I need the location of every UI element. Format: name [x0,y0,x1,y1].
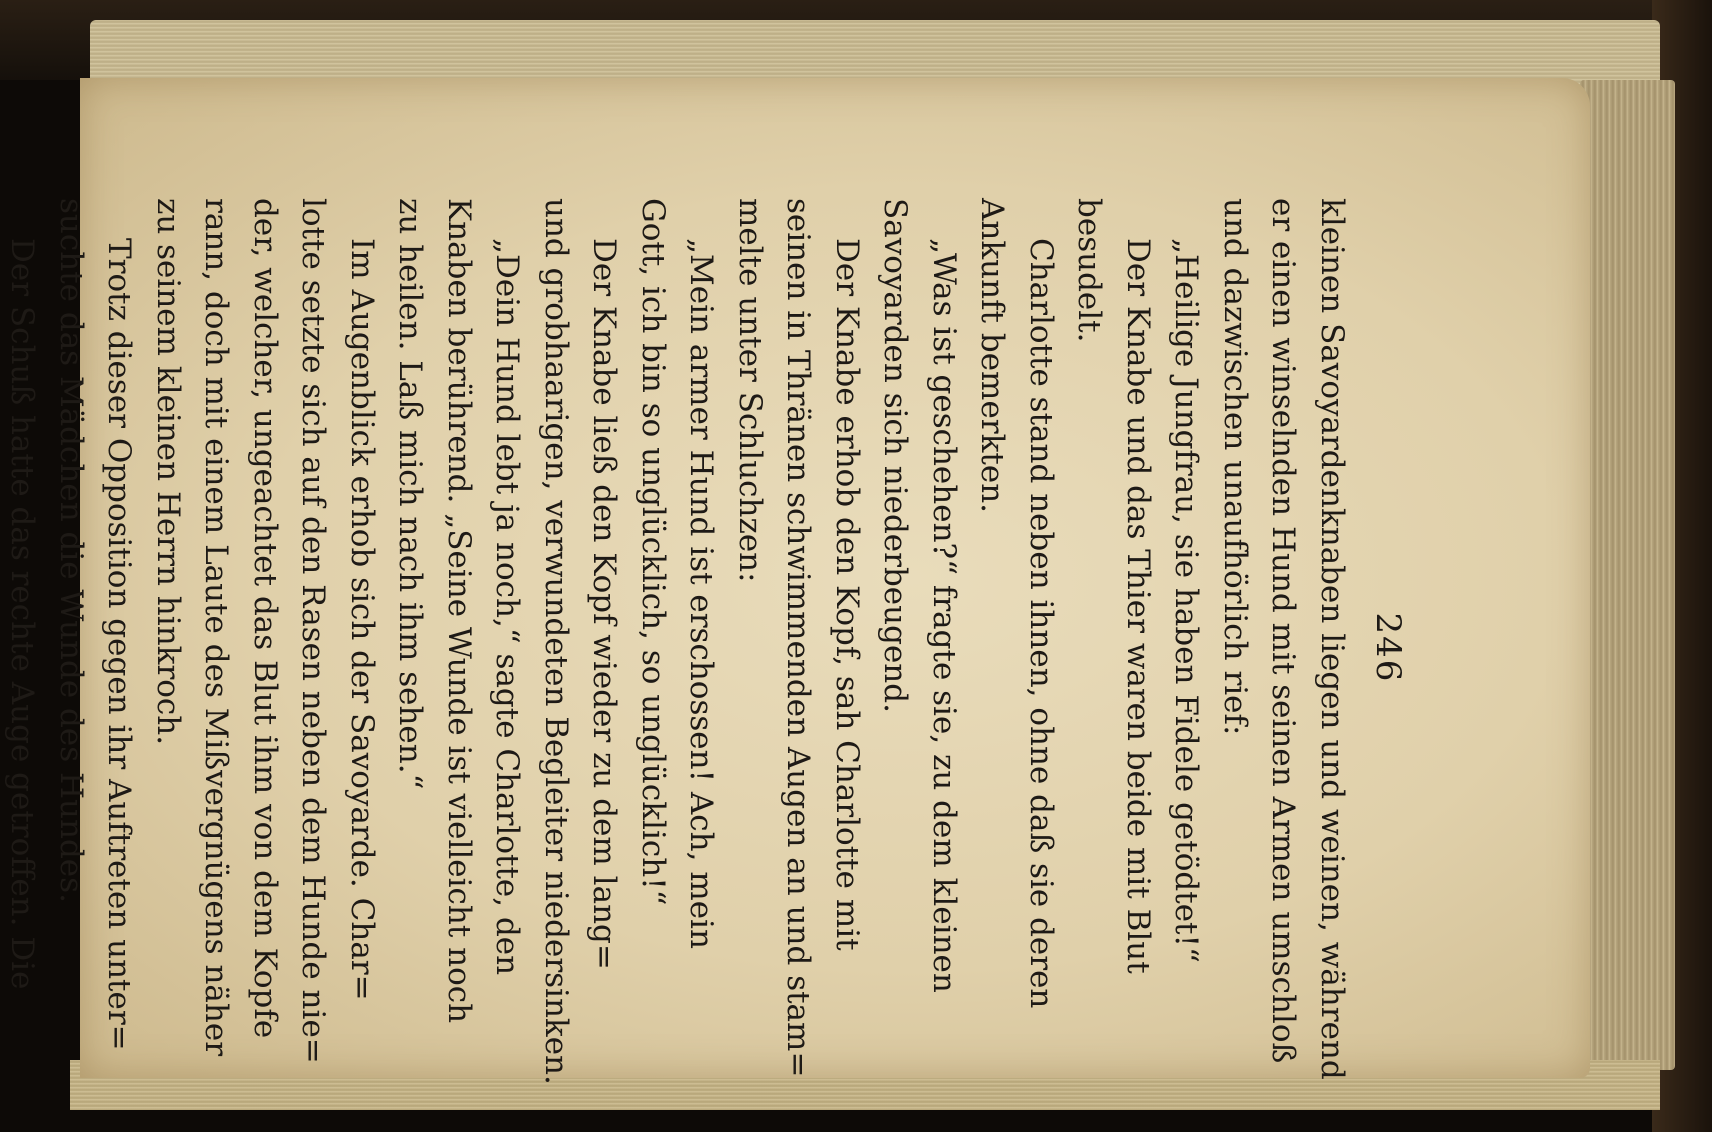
text-line: zu heilen. Laß mich nach ihm sehen.“ [392,198,429,790]
text-line: lotte setzte sich auf den Rasen neben dem Hunde nie= [295,198,332,1064]
page-number: 246 [1368,612,1408,684]
text-line: und grobhaarigen, verwundeten Begleiter niedersinken. [538,198,574,1085]
text-line: „Was ist geschehen?“ fragte sie, zu dem kleinen [926,238,962,993]
text-line: „Dein Hund lebt ja noch,“ sagte Charlotte, den [489,238,526,976]
text-line: Savoyarden sich niederbeugend. [877,198,914,713]
text-line: Der Knabe und das Thier waren beide mit Blut [1120,238,1156,974]
text-line: der, welcher, ungeachtet das Blut ihm von dem Kopfe [247,198,283,1039]
text-line: Gott, ich bin so unglücklich, so unglücklich!“ [635,198,671,906]
text-line: rann, doch mit einem Laute des Mißvergnügens näher [198,198,235,1057]
text-line: er einen winselnden Hund mit seinen Armen umschloß [1265,198,1302,1064]
text-line: melte unter Schluchzen: [732,198,768,583]
text-line: Der Knabe erhob den Kopf, sah Charlotte mit [829,238,865,951]
text-line: seinen in Thränen schwimmenden Augen an und stam= [780,198,817,1078]
page-edges-right [1580,80,1675,1070]
text-line: Der Schuß hatte das rechte Auge getroffen. Die [4,238,41,990]
text-line: Ankunft bemerkten. [974,198,1011,514]
book-page [4,78,1590,1085]
text-line: Trotz dieser Opposition gegen ihr Auftreten unter= [101,238,138,1051]
text-line: Knaben berührend. „Seine Wunde ist vielleicht noch [441,198,477,1024]
text-line: besudelt. [1071,198,1108,343]
text-line: Im Augenblick erhob sich der Savoyarde. Char= [344,238,380,1001]
page-lines [0,198,1356,1098]
text-line: suchte das Mädchen die Wunde des Hundes. [53,198,89,903]
text-line: „Heilige Jungfrau, sie haben Fidele getödtet!“ [1168,238,1205,963]
text-line: kleinen Savoyardenknaben liegen und weinen, während [1314,198,1350,1080]
text-line: und dazwischen unaufhörlich rief: [1217,198,1253,736]
text-line: Charlotte stand neben ihnen, ohne daß sie deren [1023,238,1059,1009]
text-line: zu seinem kleinen Herrn hinkroch. [150,198,186,746]
text-line: Der Knabe ließ den Kopf wieder zu dem lang= [586,238,623,970]
page-text-block [4,198,1410,1098]
text-line: „Mein armer Hund ist erschossen! Ach, mein [683,238,720,949]
